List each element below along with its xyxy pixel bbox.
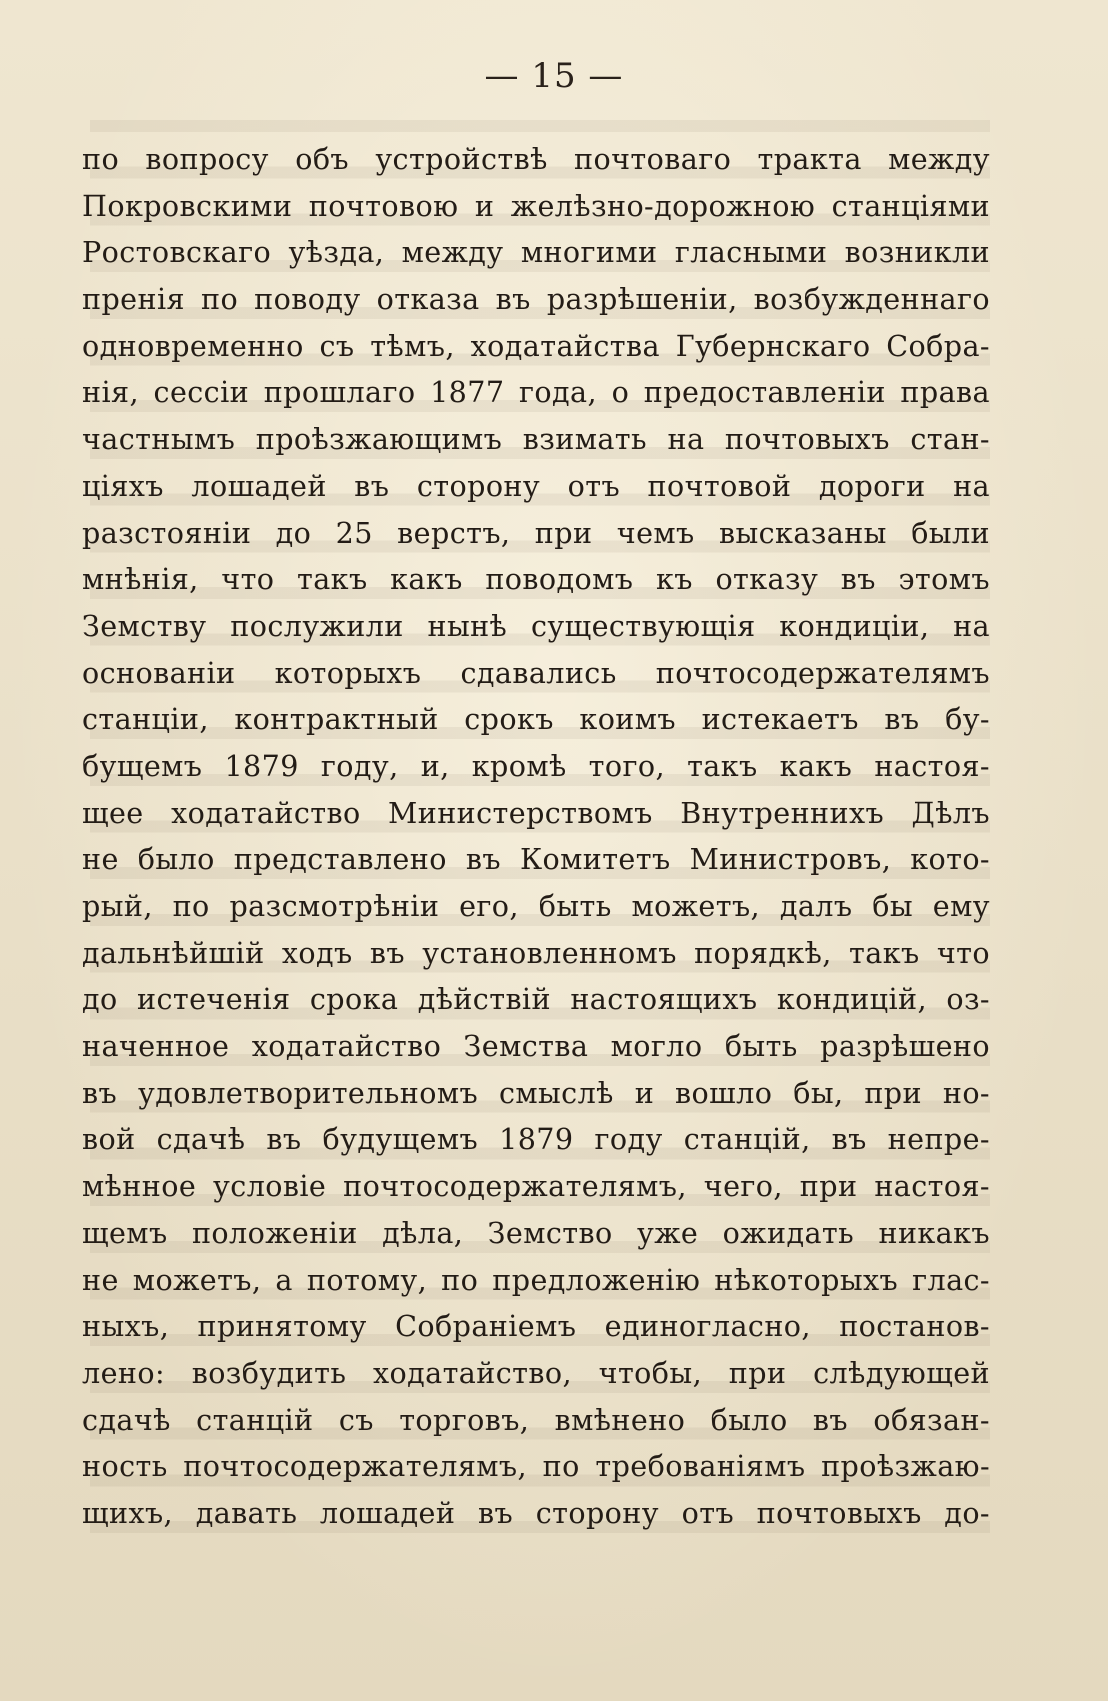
text-line: ныхъ, принятому Собраніемъ единогласно, постанов-	[82, 1309, 990, 1344]
text-line: основаніи которыхъ сдавались почтосодержателямъ	[82, 655, 990, 690]
text-line: дальнѣйшій ходъ въ установленномъ порядкѣ, такъ что	[82, 935, 990, 970]
text-line: бущемъ 1879 году, и, кромѣ того, такъ какъ настоя-	[82, 748, 990, 783]
text-line: мнѣнія, что такъ какъ поводомъ къ отказу въ этомъ	[82, 562, 990, 597]
text-line: одновременно съ тѣмъ, ходатайства Губернскаго Собра-	[82, 328, 990, 363]
text-line: Земству послужили нынѣ существующія кондиціи, на	[82, 608, 990, 643]
text-line: не было представлено въ Комитетъ Министровъ, кото-	[82, 842, 990, 877]
text-line: пренія по поводу отказа въ разрѣшеніи, возбужденнаго	[82, 282, 990, 317]
text-line: сдачѣ станцій съ торговъ, вмѣнено было въ обязан-	[82, 1402, 990, 1437]
text-line: лено: возбудить ходатайство, чтобы, при слѣдующей	[82, 1355, 990, 1390]
text-line: разстояніи до 25 верстъ, при чемъ высказаны были	[82, 515, 990, 550]
text-line: мѣнное условіе почтосодержателямъ, чего, при настоя-	[82, 1169, 990, 1204]
text-line: не можетъ, а потому, по предложенію нѣкоторыхъ глас-	[82, 1262, 990, 1297]
text-line: ціяхъ лошадей въ сторону отъ почтовой дороги на	[82, 468, 990, 503]
text-line: до истеченія срока дѣйствій настоящихъ кондицій, оз-	[82, 982, 990, 1017]
text-line: наченное ходатайство Земства могло быть разрѣшено	[82, 1029, 990, 1064]
text-line: щемъ положеніи дѣла, Земство уже ожидать никакъ	[82, 1215, 990, 1250]
text-line: Ростовскаго уѣзда, между многими гласными возникли	[82, 235, 990, 270]
text-line: ность почтосодержателямъ, по требованіямъ проѣзжаю-	[82, 1449, 990, 1484]
text-line: вой сдачѣ въ будущемъ 1879 году станцій, въ непре-	[82, 1122, 990, 1157]
page-number: — 15 —	[484, 56, 624, 96]
text-line: нія, сессіи прошлаго 1877 года, о предоставленіи права	[82, 375, 990, 410]
text-line: по вопросу объ устройствѣ почтоваго тракта между	[82, 142, 990, 176]
text-line: щее ходатайство Министерствомъ Внутреннихъ Дѣлъ	[82, 795, 990, 830]
text-line: Покровскими почтовою и желѣзно-дорожною станціями	[82, 188, 990, 223]
text-line: станціи, контрактный срокъ коимъ истекаетъ въ бу-	[82, 702, 990, 737]
text-line: въ удовлетворительномъ смыслѣ и вошло бы, при но-	[82, 1075, 990, 1110]
text-line: рый, по разсмотрѣніи его, быть можетъ, далъ бы ему	[82, 889, 990, 923]
text-line: частнымъ проѣзжающимъ взимать на почтовыхъ стан-	[82, 422, 990, 457]
text-line: щихъ, давать лошадей въ сторону отъ почтовыхъ до-	[82, 1495, 990, 1530]
body-text	[82, 136, 990, 1537]
